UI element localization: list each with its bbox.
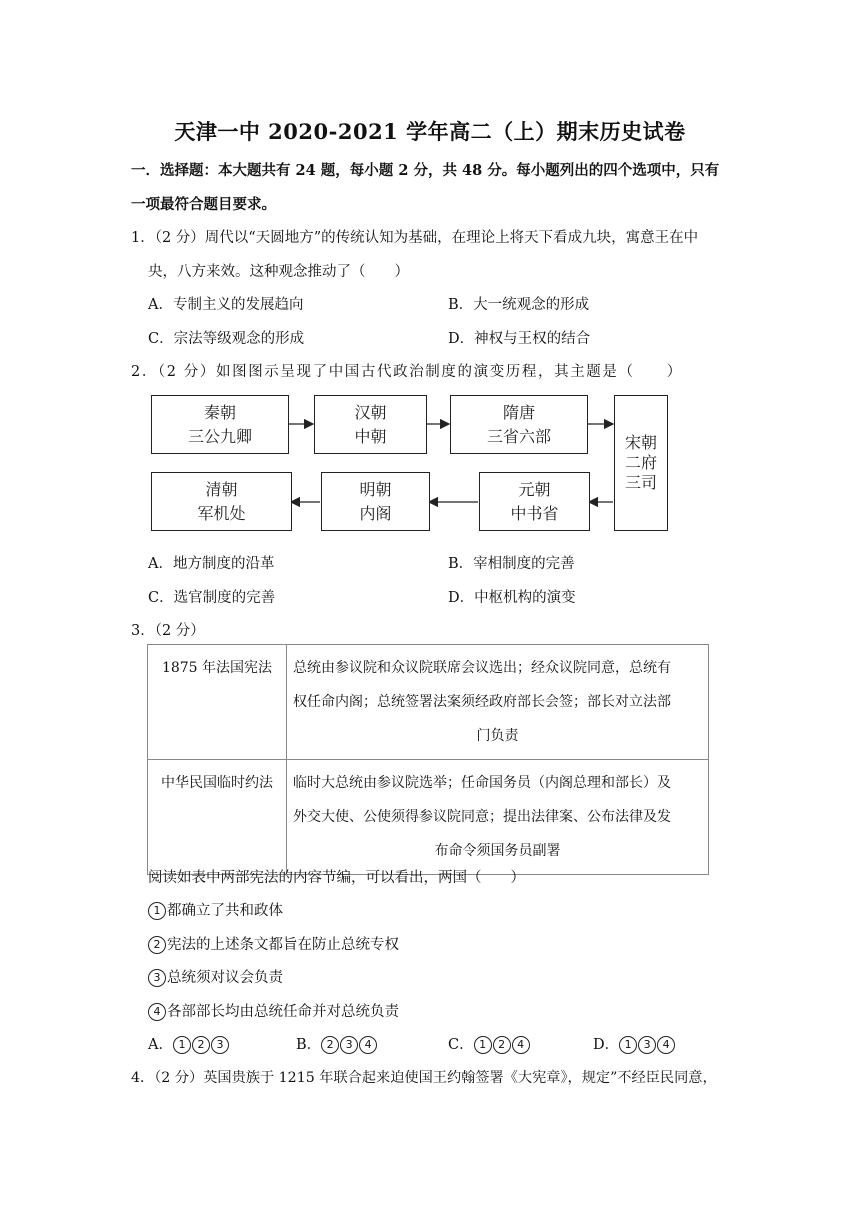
table-cell-line: 布命令须国务员副署 bbox=[434, 843, 561, 859]
option-label: D． bbox=[593, 1037, 620, 1053]
diagram-box-han bbox=[314, 395, 427, 454]
question-1-stem-line2: 央，八方来效。这种观念推动了（ ） bbox=[148, 264, 409, 280]
diagram-box-qin-line1: 秦朝 bbox=[203, 402, 236, 422]
statement-3 bbox=[148, 966, 283, 987]
diagram-box-ming bbox=[321, 472, 430, 531]
table-row bbox=[148, 760, 709, 875]
question-3-question: 阅读如表中两部宪法的内容节编，可以看出，两国（ ） bbox=[148, 870, 525, 886]
circled-number-4: 4 bbox=[148, 1003, 166, 1021]
question-3-option-b[interactable] bbox=[296, 1033, 378, 1054]
diagram-box-song-char6: 司 bbox=[641, 473, 658, 492]
diagram-box-song-char5: 三 bbox=[624, 473, 641, 492]
diagram-box-yuan-line1: 元朝 bbox=[518, 479, 551, 499]
circled-number: 2 bbox=[493, 1036, 511, 1054]
question-1-option-c[interactable]: C．宗法等级观念的形成 bbox=[148, 331, 305, 347]
question-1-stem-line1: 1．（2 分）周代以“天圆地方”的传统认知为基础，在理论上将天下看成九块，寓意王在中 bbox=[131, 230, 699, 246]
table-cell-content bbox=[287, 645, 709, 760]
page-title: 天津一中 2020-2021 学年高二（上）期末历史试卷 bbox=[174, 119, 686, 144]
question-3-option-d[interactable] bbox=[593, 1033, 676, 1054]
question-3-option-a[interactable] bbox=[148, 1033, 230, 1054]
question-3-option-c[interactable] bbox=[448, 1033, 531, 1054]
circled-number: 3 bbox=[340, 1036, 358, 1054]
constitution-table bbox=[147, 644, 709, 875]
diagram-box-song-char4: 府 bbox=[641, 453, 658, 472]
option-label: B． bbox=[296, 1037, 322, 1053]
circled-number: 2 bbox=[321, 1036, 339, 1054]
statement-2-text: 宪法的上述条文都旨在防止总统专权 bbox=[167, 937, 399, 953]
statement-4 bbox=[148, 1000, 399, 1021]
statement-2 bbox=[148, 933, 399, 954]
table-cell-line: 临时大总统由参议院选举；任命国务员（内阁总理和部长）及 bbox=[293, 775, 671, 791]
question-4-stem-line1: 4．（2 分）英国贵族于 1215 年联合起来迫使国王约翰签署《大宪章》，规定”不经臣民同意， bbox=[131, 1070, 717, 1086]
table-cell-line: 门负责 bbox=[476, 728, 519, 744]
circled-number: 1 bbox=[474, 1036, 492, 1054]
table-cell-line: 总统由参议院和众议院联席会议选出；经众议院同意，总统有 bbox=[293, 660, 671, 676]
statement-1-text: 都确立了共和政体 bbox=[167, 903, 283, 919]
diagram-box-qin-line2: 三公九卿 bbox=[187, 426, 252, 446]
diagram-box-song-char1: 宋 bbox=[624, 433, 641, 452]
diagram-box-han-line1: 汉朝 bbox=[354, 402, 387, 422]
diagram-box-suitang bbox=[450, 395, 588, 454]
table-cell-name: 1875 年法国宪法 bbox=[148, 645, 287, 760]
table-cell-line: 权任命内阁；总统签署法案须经政府部长会签；部长对立法部 bbox=[293, 694, 671, 710]
statement-1 bbox=[148, 899, 283, 920]
diagram-arrows bbox=[0, 0, 860, 560]
option-label: A． bbox=[148, 1037, 173, 1053]
circled-number: 1 bbox=[619, 1036, 637, 1054]
diagram-box-yuan-line2: 中书省 bbox=[510, 503, 559, 523]
circled-number: 4 bbox=[512, 1036, 530, 1054]
circled-number-1: 1 bbox=[148, 902, 166, 920]
circled-number-2: 2 bbox=[148, 936, 166, 954]
question-3-stem: 3．（2 分） bbox=[131, 623, 205, 639]
diagram-box-han-line2: 中朝 bbox=[354, 426, 387, 446]
circled-number: 3 bbox=[211, 1036, 229, 1054]
diagram-box-qing-line2: 军机处 bbox=[197, 503, 246, 523]
diagram-box-ming-line2: 内阁 bbox=[359, 503, 392, 523]
section-heading-line1: 一．选择题：本大题共有 24 题，每小题 2 分，共 48 分。每小题列出的四个选项中，只有 bbox=[131, 162, 720, 179]
diagram-box-song bbox=[614, 395, 668, 531]
section-heading-line2: 一项最符合题目要求。 bbox=[131, 196, 276, 213]
question-2-stem: 2．（2 分）如图图示呈现了中国古代政治制度的演变历程，其主题是（ ） bbox=[131, 364, 683, 380]
option-label: C． bbox=[448, 1037, 474, 1053]
question-2-option-d[interactable]: D．中枢机构的演变 bbox=[448, 590, 576, 606]
diagram-box-ming-line1: 明朝 bbox=[359, 479, 392, 499]
question-1-option-d[interactable]: D．神权与王权的结合 bbox=[448, 331, 591, 347]
diagram-box-suitang-line2: 三省六部 bbox=[486, 426, 551, 446]
question-1-option-b[interactable]: B．大一统观念的形成 bbox=[448, 297, 590, 313]
circled-number: 4 bbox=[359, 1036, 377, 1054]
question-2-option-c[interactable]: C．选官制度的完善 bbox=[148, 590, 276, 606]
circled-number: 1 bbox=[173, 1036, 191, 1054]
diagram-box-song-char3: 二 bbox=[624, 453, 641, 472]
table-cell-line: 外交大使、公使须得参议院同意；提出法律案、公布法律及发 bbox=[293, 809, 671, 825]
diagram-box-qing bbox=[151, 472, 292, 531]
question-1-option-a[interactable]: A．专制主义的发展趋向 bbox=[148, 297, 304, 313]
statement-4-text: 各部部长均由总统任命并对总统负责 bbox=[167, 1004, 399, 1020]
diagram-box-qing-line1: 清朝 bbox=[205, 479, 238, 499]
circled-number: 2 bbox=[192, 1036, 210, 1054]
diagram-box-qin bbox=[151, 395, 289, 454]
question-2-option-b[interactable]: B．宰相制度的完善 bbox=[448, 556, 575, 572]
circled-number: 3 bbox=[638, 1036, 656, 1054]
table-row bbox=[148, 645, 709, 760]
circled-number-3: 3 bbox=[148, 969, 166, 987]
diagram-box-suitang-line1: 隋唐 bbox=[502, 402, 535, 422]
diagram-box-yuan bbox=[479, 472, 590, 531]
table-cell-name: 中华民国临时约法 bbox=[148, 760, 287, 875]
circled-number: 4 bbox=[657, 1036, 675, 1054]
statement-3-text: 总统须对议会负责 bbox=[167, 970, 283, 986]
table-cell-content bbox=[287, 760, 709, 875]
diagram-box-song-char2: 朝 bbox=[641, 433, 658, 452]
question-2-option-a[interactable]: A．地方制度的沿革 bbox=[148, 556, 275, 572]
